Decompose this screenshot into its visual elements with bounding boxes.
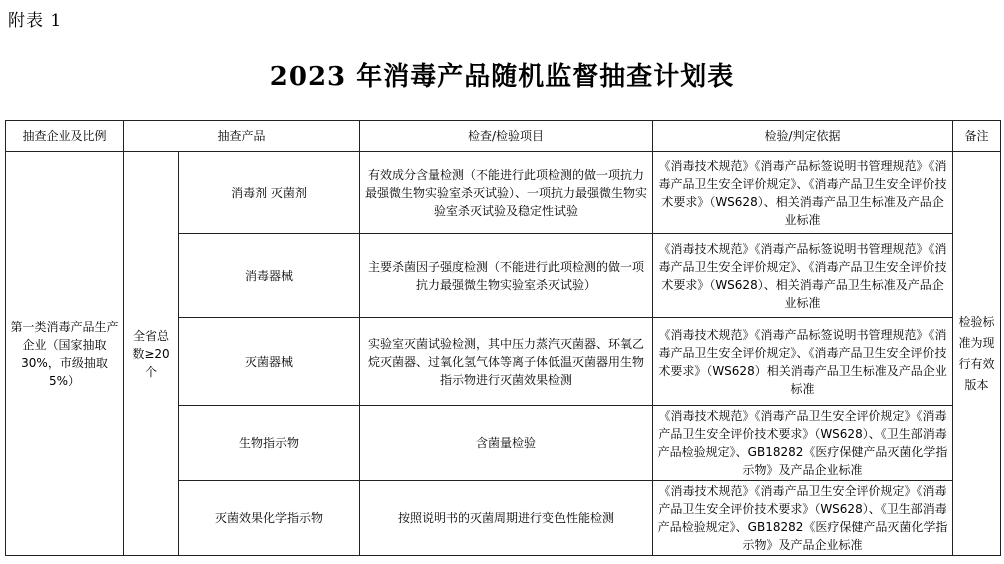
basis-cell: 《消毒技术规范》《消毒产品标签说明书管理规范》《消毒产品卫生安全评价规定》、《消毒产品卫生安全评价技术要求》（WS628）、相关消毒产品卫生标准及产品企业标准: [653, 152, 953, 234]
header-enterprise-ratio: 抽查企业及比例: [6, 121, 124, 152]
basis-cell: 《消毒技术规范》《消毒产品卫生安全评价规定》《消毒产品卫生安全评价技术要求》（WS628）、《卫生部消毒产品检验规定》、GB18282《医疗保健产品灭菌化学指示物》及产品企业标准: [653, 406, 953, 481]
product-cell: 灭菌效果化学指示物: [179, 481, 360, 556]
item-cell: 主要杀菌因子强度检测（不能进行此项检测的做一项抗力最强微生物实验室杀灭试验）: [360, 234, 653, 318]
header-items: 检查/检验项目: [360, 121, 653, 152]
header-basis: 检验/判定依据: [653, 121, 953, 152]
header-products: 抽查产品: [124, 121, 360, 152]
basis-cell: 《消毒技术规范》《消毒产品卫生安全评价规定》《消毒产品卫生安全评价技术要求》（WS628）、《卫生部消毒产品检验规定》、GB18282《医疗保健产品灭菌化学指示物》及产品企业标准: [653, 481, 953, 556]
attachment-label: 附表 1: [8, 11, 63, 31]
item-cell: 有效成分含量检测（不能进行此项检测的做一项抗力最强微生物实验室杀灭试验）、一项抗力最强微生物实验室杀灭试验及稳定性试验: [360, 152, 653, 234]
product-cell: 灭菌器械: [179, 318, 360, 406]
product-cell: 消毒剂 灭菌剂: [179, 152, 360, 234]
header-remarks: 备注: [953, 121, 1001, 152]
page-title: 2023 年消毒产品随机监督抽查计划表: [269, 62, 735, 92]
inspection-plan-table: [5, 120, 1001, 556]
item-cell: 实验室灭菌试验检测，其中压力蒸汽灭菌器、环氧乙烷灭菌器、过氧化氢气体等离子体低温灭菌器用生物指示物进行灭菌效果检测: [360, 318, 653, 406]
enterprise-cell: 第一类消毒产品生产企业（国家抽取 30%，市级抽取 5%）: [6, 152, 124, 556]
basis-cell: 《消毒技术规范》《消毒产品标签说明书管理规范》《消毒产品卫生安全评价规定》、《消毒产品卫生安全评价技术要求》（WS628）相关消毒产品卫生标准及产品企业标准: [653, 318, 953, 406]
product-cell: 消毒器械: [179, 234, 360, 318]
item-cell: 按照说明书的灭菌周期进行变色性能检测: [360, 481, 653, 556]
remarks-cell: 检验标准为现行有效版本: [953, 152, 1001, 556]
scope-cell: 全省总数≥20 个: [124, 152, 179, 556]
item-cell: 含菌量检验: [360, 406, 653, 481]
table-header-row: [6, 121, 1001, 152]
product-cell: 生物指示物: [179, 406, 360, 481]
table-row: [6, 152, 1001, 234]
basis-cell: 《消毒技术规范》《消毒产品标签说明书管理规范》《消毒产品卫生安全评价规定》、《消毒产品卫生安全评价技术要求》（WS628）、相关消毒产品卫生标准及产品企业标准: [653, 234, 953, 318]
